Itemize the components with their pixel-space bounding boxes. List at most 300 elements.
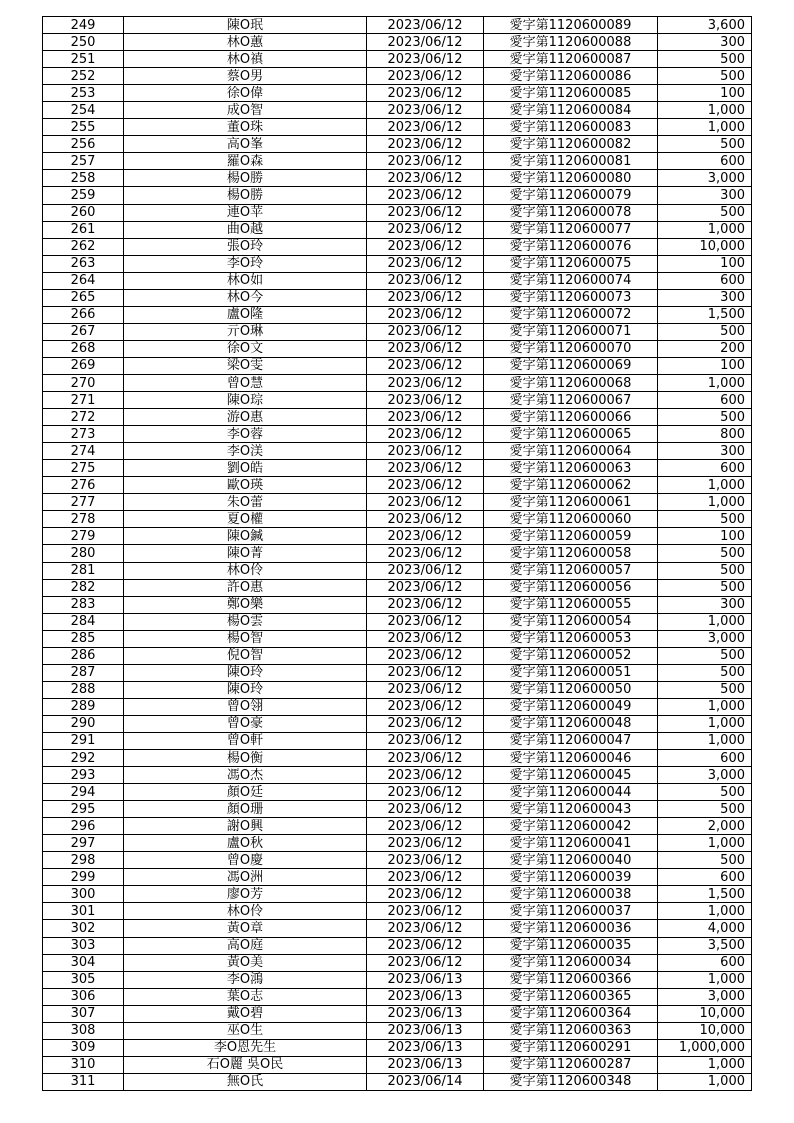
receipt-number: 愛字第1120600054 xyxy=(484,613,658,630)
donor-name: 馮O杰 xyxy=(124,767,367,784)
donation-date: 2023/06/13 xyxy=(367,988,484,1005)
receipt-number: 愛字第1120600038 xyxy=(484,886,658,903)
donor-name: 陳O菁 xyxy=(124,545,367,562)
donation-date: 2023/06/12 xyxy=(367,204,484,221)
row-number: 264 xyxy=(43,272,124,289)
donation-date: 2023/06/12 xyxy=(367,920,484,937)
row-number: 261 xyxy=(43,221,124,238)
donor-name: 盧O秋 xyxy=(124,835,367,852)
table-row xyxy=(43,937,752,954)
receipt-number: 愛字第1120600287 xyxy=(484,1056,658,1073)
donor-name: 顏O廷 xyxy=(124,784,367,801)
table-row xyxy=(43,528,752,545)
donation-amount: 200 xyxy=(658,340,752,357)
donation-date: 2023/06/13 xyxy=(367,1022,484,1039)
table-row xyxy=(43,903,752,920)
donation-amount: 1,000 xyxy=(658,613,752,630)
donor-name: 林O蕙 xyxy=(124,34,367,51)
row-number: 285 xyxy=(43,630,124,647)
row-number: 262 xyxy=(43,238,124,255)
table-row xyxy=(43,664,752,681)
receipt-number: 愛字第1120600064 xyxy=(484,443,658,460)
donor-name: 歐O瑛 xyxy=(124,477,367,494)
receipt-number: 愛字第1120600067 xyxy=(484,392,658,409)
donation-amount: 1,000 xyxy=(658,102,752,119)
receipt-number: 愛字第1120600080 xyxy=(484,170,658,187)
donor-name: 夏O權 xyxy=(124,511,367,528)
donor-name: 羅O森 xyxy=(124,153,367,170)
donor-name: 李O恩先生 xyxy=(124,1039,367,1056)
row-number: 287 xyxy=(43,664,124,681)
table-row xyxy=(43,443,752,460)
donor-name: 成O智 xyxy=(124,102,367,119)
table-row xyxy=(43,767,752,784)
donation-date: 2023/06/13 xyxy=(367,1039,484,1056)
donor-name: 曲O越 xyxy=(124,221,367,238)
donation-date: 2023/06/12 xyxy=(367,732,484,749)
table-row xyxy=(43,698,752,715)
donor-name: 徐O文 xyxy=(124,340,367,357)
table-row xyxy=(43,68,752,85)
receipt-number: 愛字第1120600366 xyxy=(484,971,658,988)
donation-date: 2023/06/13 xyxy=(367,1056,484,1073)
donor-name: 顏O珊 xyxy=(124,801,367,818)
donor-name: 連O苹 xyxy=(124,204,367,221)
donation-date: 2023/06/12 xyxy=(367,460,484,477)
donation-amount: 500 xyxy=(658,579,752,596)
row-number: 301 xyxy=(43,903,124,920)
table-row xyxy=(43,1073,752,1090)
table-row xyxy=(43,732,752,749)
row-number: 273 xyxy=(43,426,124,443)
donor-name: 張O玲 xyxy=(124,238,367,255)
row-number: 252 xyxy=(43,68,124,85)
donation-date: 2023/06/12 xyxy=(367,630,484,647)
row-number: 274 xyxy=(43,443,124,460)
table-row xyxy=(43,920,752,937)
donor-name: 許O惠 xyxy=(124,579,367,596)
receipt-number: 愛字第1120600068 xyxy=(484,374,658,391)
receipt-number: 愛字第1120600047 xyxy=(484,732,658,749)
donor-name: 游O惠 xyxy=(124,409,367,426)
receipt-number: 愛字第1120600035 xyxy=(484,937,658,954)
table-row xyxy=(43,51,752,68)
donation-date: 2023/06/12 xyxy=(367,886,484,903)
donation-amount: 500 xyxy=(658,664,752,681)
row-number: 260 xyxy=(43,204,124,221)
donation-amount: 600 xyxy=(658,954,752,971)
donation-amount: 100 xyxy=(658,85,752,102)
donation-amount: 500 xyxy=(658,136,752,153)
donation-amount: 500 xyxy=(658,511,752,528)
row-number: 297 xyxy=(43,835,124,852)
receipt-number: 愛字第1120600055 xyxy=(484,596,658,613)
donation-amount: 800 xyxy=(658,426,752,443)
donation-amount: 500 xyxy=(658,681,752,698)
donation-amount: 3,000 xyxy=(658,170,752,187)
donation-date: 2023/06/12 xyxy=(367,392,484,409)
receipt-number: 愛字第1120600077 xyxy=(484,221,658,238)
donor-name: 董O珠 xyxy=(124,119,367,136)
row-number: 288 xyxy=(43,681,124,698)
row-number: 276 xyxy=(43,477,124,494)
donation-date: 2023/06/13 xyxy=(367,1005,484,1022)
table-row xyxy=(43,681,752,698)
donor-name: 陳O玲 xyxy=(124,664,367,681)
receipt-number: 愛字第1120600051 xyxy=(484,664,658,681)
table-row xyxy=(43,835,752,852)
donor-name: 高O峯 xyxy=(124,136,367,153)
row-number: 299 xyxy=(43,869,124,886)
receipt-number: 愛字第1120600084 xyxy=(484,102,658,119)
table-row xyxy=(43,357,752,374)
donation-date: 2023/06/14 xyxy=(367,1073,484,1090)
donation-amount: 3,000 xyxy=(658,630,752,647)
receipt-number: 愛字第1120600083 xyxy=(484,119,658,136)
table-row xyxy=(43,153,752,170)
donation-date: 2023/06/12 xyxy=(367,903,484,920)
receipt-number: 愛字第1120600053 xyxy=(484,630,658,647)
donor-name: 林O今 xyxy=(124,289,367,306)
donation-amount: 500 xyxy=(658,51,752,68)
receipt-number: 愛字第1120600291 xyxy=(484,1039,658,1056)
donor-name: 李O渼 xyxy=(124,443,367,460)
donation-date: 2023/06/12 xyxy=(367,272,484,289)
receipt-number: 愛字第1120600046 xyxy=(484,750,658,767)
donor-name: 亓O琳 xyxy=(124,323,367,340)
table-row xyxy=(43,426,752,443)
receipt-number: 愛字第1120600034 xyxy=(484,954,658,971)
row-number: 268 xyxy=(43,340,124,357)
table-row xyxy=(43,886,752,903)
row-number: 308 xyxy=(43,1022,124,1039)
donation-amount: 300 xyxy=(658,443,752,460)
receipt-number: 愛字第1120600088 xyxy=(484,34,658,51)
donation-amount: 1,500 xyxy=(658,306,752,323)
donation-amount: 1,000 xyxy=(658,835,752,852)
receipt-number: 愛字第1120600041 xyxy=(484,835,658,852)
table-row xyxy=(43,409,752,426)
donation-amount: 10,000 xyxy=(658,1022,752,1039)
donation-date: 2023/06/12 xyxy=(367,511,484,528)
donation-date: 2023/06/12 xyxy=(367,51,484,68)
donation-table xyxy=(42,16,752,1091)
receipt-number: 愛字第1120600082 xyxy=(484,136,658,153)
donation-date: 2023/06/12 xyxy=(367,477,484,494)
receipt-number: 愛字第1120600049 xyxy=(484,698,658,715)
row-number: 270 xyxy=(43,374,124,391)
receipt-number: 愛字第1120600087 xyxy=(484,51,658,68)
row-number: 279 xyxy=(43,528,124,545)
row-number: 251 xyxy=(43,51,124,68)
donation-amount: 300 xyxy=(658,34,752,51)
donation-date: 2023/06/12 xyxy=(367,136,484,153)
receipt-number: 愛字第1120600036 xyxy=(484,920,658,937)
donation-date: 2023/06/12 xyxy=(367,852,484,869)
table-row xyxy=(43,1005,752,1022)
donation-date: 2023/06/12 xyxy=(367,954,484,971)
donor-name: 林O如 xyxy=(124,272,367,289)
table-row xyxy=(43,460,752,477)
receipt-number: 愛字第1120600048 xyxy=(484,715,658,732)
donation-amount: 500 xyxy=(658,852,752,869)
row-number: 280 xyxy=(43,545,124,562)
donation-amount: 500 xyxy=(658,68,752,85)
donor-name: 葉O志 xyxy=(124,988,367,1005)
table-row xyxy=(43,340,752,357)
donor-name: 林O禛 xyxy=(124,51,367,68)
table-row xyxy=(43,869,752,886)
row-number: 311 xyxy=(43,1073,124,1090)
table-row xyxy=(43,647,752,664)
donation-date: 2023/06/12 xyxy=(367,357,484,374)
donation-date: 2023/06/12 xyxy=(367,426,484,443)
row-number: 289 xyxy=(43,698,124,715)
donation-amount: 500 xyxy=(658,409,752,426)
table-row xyxy=(43,255,752,272)
receipt-number: 愛字第1120600086 xyxy=(484,68,658,85)
row-number: 281 xyxy=(43,562,124,579)
row-number: 265 xyxy=(43,289,124,306)
donation-date: 2023/06/12 xyxy=(367,801,484,818)
receipt-number: 愛字第1120600072 xyxy=(484,306,658,323)
donation-date: 2023/06/12 xyxy=(367,579,484,596)
donor-name: 梁O雯 xyxy=(124,357,367,374)
row-number: 250 xyxy=(43,34,124,51)
donor-name: 陳O鍼 xyxy=(124,528,367,545)
row-number: 305 xyxy=(43,971,124,988)
donor-name: 石O麗 吳O民 xyxy=(124,1056,367,1073)
row-number: 291 xyxy=(43,732,124,749)
donation-date: 2023/06/12 xyxy=(367,255,484,272)
receipt-number: 愛字第1120600065 xyxy=(484,426,658,443)
donation-rows xyxy=(43,17,752,1091)
row-number: 271 xyxy=(43,392,124,409)
row-number: 253 xyxy=(43,85,124,102)
table-row xyxy=(43,221,752,238)
donation-amount: 300 xyxy=(658,187,752,204)
donor-name: 謝O興 xyxy=(124,818,367,835)
donor-name: 楊O雲 xyxy=(124,613,367,630)
donation-date: 2023/06/12 xyxy=(367,238,484,255)
table-row xyxy=(43,494,752,511)
donation-date: 2023/06/12 xyxy=(367,409,484,426)
donor-name: 戴O碧 xyxy=(124,1005,367,1022)
donation-amount: 10,000 xyxy=(658,238,752,255)
row-number: 257 xyxy=(43,153,124,170)
table-row xyxy=(43,170,752,187)
table-row xyxy=(43,784,752,801)
table-row xyxy=(43,579,752,596)
donation-amount: 1,000 xyxy=(658,903,752,920)
donor-name: 楊O衡 xyxy=(124,750,367,767)
donation-date: 2023/06/12 xyxy=(367,170,484,187)
donation-amount: 2,000 xyxy=(658,818,752,835)
table-row xyxy=(43,323,752,340)
donation-date: 2023/06/12 xyxy=(367,374,484,391)
row-number: 277 xyxy=(43,494,124,511)
row-number: 256 xyxy=(43,136,124,153)
donation-date: 2023/06/12 xyxy=(367,289,484,306)
donation-amount: 1,000 xyxy=(658,1056,752,1073)
donation-amount: 1,000 xyxy=(658,715,752,732)
donor-name: 廖O芳 xyxy=(124,886,367,903)
donation-date: 2023/06/12 xyxy=(367,681,484,698)
donor-name: 李O蓉 xyxy=(124,426,367,443)
donation-date: 2023/06/12 xyxy=(367,17,484,34)
table-row xyxy=(43,17,752,34)
receipt-number: 愛字第1120600052 xyxy=(484,647,658,664)
row-number: 275 xyxy=(43,460,124,477)
donor-name: 高O庭 xyxy=(124,937,367,954)
donation-date: 2023/06/12 xyxy=(367,750,484,767)
donation-amount: 1,000 xyxy=(658,119,752,136)
donation-date: 2023/06/12 xyxy=(367,545,484,562)
donor-name: 曾O慧 xyxy=(124,374,367,391)
donation-date: 2023/06/12 xyxy=(367,767,484,784)
row-number: 306 xyxy=(43,988,124,1005)
donation-amount: 1,000,000 xyxy=(658,1039,752,1056)
donation-amount: 500 xyxy=(658,562,752,579)
table-row xyxy=(43,988,752,1005)
donation-amount: 100 xyxy=(658,357,752,374)
donation-amount: 500 xyxy=(658,545,752,562)
donor-name: 曾O軒 xyxy=(124,732,367,749)
table-row xyxy=(43,511,752,528)
table-row xyxy=(43,596,752,613)
receipt-number: 愛字第1120600037 xyxy=(484,903,658,920)
donor-name: 李O鴻 xyxy=(124,971,367,988)
donor-name: 楊O勝 xyxy=(124,170,367,187)
donation-amount: 600 xyxy=(658,153,752,170)
donation-amount: 600 xyxy=(658,392,752,409)
receipt-number: 愛字第1120600045 xyxy=(484,767,658,784)
receipt-number: 愛字第1120600060 xyxy=(484,511,658,528)
donor-name: 鄭O樂 xyxy=(124,596,367,613)
table-row xyxy=(43,715,752,732)
table-row xyxy=(43,971,752,988)
receipt-number: 愛字第1120600058 xyxy=(484,545,658,562)
table-row xyxy=(43,750,752,767)
donor-name: 楊O智 xyxy=(124,630,367,647)
table-row xyxy=(43,272,752,289)
row-number: 282 xyxy=(43,579,124,596)
donor-name: 黃O美 xyxy=(124,954,367,971)
donation-date: 2023/06/12 xyxy=(367,68,484,85)
receipt-number: 愛字第1120600066 xyxy=(484,409,658,426)
donation-amount: 1,000 xyxy=(658,477,752,494)
receipt-number: 愛字第1120600039 xyxy=(484,869,658,886)
donation-date: 2023/06/12 xyxy=(367,34,484,51)
row-number: 302 xyxy=(43,920,124,937)
donation-date: 2023/06/12 xyxy=(367,153,484,170)
receipt-number: 愛字第1120600078 xyxy=(484,204,658,221)
receipt-number: 愛字第1120600071 xyxy=(484,323,658,340)
donation-amount: 300 xyxy=(658,596,752,613)
donation-amount: 1,000 xyxy=(658,971,752,988)
donation-amount: 3,600 xyxy=(658,17,752,34)
receipt-number: 愛字第1120600062 xyxy=(484,477,658,494)
table-row xyxy=(43,852,752,869)
receipt-number: 愛字第1120600056 xyxy=(484,579,658,596)
row-number: 300 xyxy=(43,886,124,903)
table-row xyxy=(43,1039,752,1056)
receipt-number: 愛字第1120600059 xyxy=(484,528,658,545)
donation-date: 2023/06/12 xyxy=(367,562,484,579)
receipt-number: 愛字第1120600348 xyxy=(484,1073,658,1090)
table-row xyxy=(43,204,752,221)
receipt-number: 愛字第1120600074 xyxy=(484,272,658,289)
donation-date: 2023/06/12 xyxy=(367,835,484,852)
receipt-number: 愛字第1120600076 xyxy=(484,238,658,255)
donation-date: 2023/06/12 xyxy=(367,340,484,357)
donation-date: 2023/06/12 xyxy=(367,221,484,238)
donation-date: 2023/06/12 xyxy=(367,937,484,954)
donation-amount: 500 xyxy=(658,204,752,221)
table-row xyxy=(43,85,752,102)
table-row xyxy=(43,613,752,630)
row-number: 295 xyxy=(43,801,124,818)
donation-date: 2023/06/12 xyxy=(367,784,484,801)
row-number: 258 xyxy=(43,170,124,187)
table-row xyxy=(43,34,752,51)
donation-date: 2023/06/12 xyxy=(367,528,484,545)
table-row xyxy=(43,102,752,119)
donation-date: 2023/06/12 xyxy=(367,85,484,102)
donation-amount: 1,000 xyxy=(658,494,752,511)
donation-date: 2023/06/13 xyxy=(367,971,484,988)
receipt-number: 愛字第1120600069 xyxy=(484,357,658,374)
donor-name: 陳O珉 xyxy=(124,17,367,34)
row-number: 266 xyxy=(43,306,124,323)
donation-date: 2023/06/12 xyxy=(367,187,484,204)
donor-name: 陳O琮 xyxy=(124,392,367,409)
donor-name: 陳O玲 xyxy=(124,681,367,698)
row-number: 267 xyxy=(43,323,124,340)
table-row xyxy=(43,562,752,579)
receipt-number: 愛字第1120600079 xyxy=(484,187,658,204)
row-number: 286 xyxy=(43,647,124,664)
donor-name: 林O伶 xyxy=(124,903,367,920)
receipt-number: 愛字第1120600061 xyxy=(484,494,658,511)
receipt-number: 愛字第1120600063 xyxy=(484,460,658,477)
donation-date: 2023/06/12 xyxy=(367,119,484,136)
receipt-number: 愛字第1120600085 xyxy=(484,85,658,102)
table-row xyxy=(43,187,752,204)
row-number: 307 xyxy=(43,1005,124,1022)
donor-name: 馮O洲 xyxy=(124,869,367,886)
row-number: 298 xyxy=(43,852,124,869)
row-number: 290 xyxy=(43,715,124,732)
donation-amount: 600 xyxy=(658,750,752,767)
donation-date: 2023/06/12 xyxy=(367,323,484,340)
donor-name: 巫O生 xyxy=(124,1022,367,1039)
receipt-number: 愛字第1120600044 xyxy=(484,784,658,801)
table-row xyxy=(43,818,752,835)
donation-amount: 100 xyxy=(658,255,752,272)
donor-name: 朱O蕾 xyxy=(124,494,367,511)
row-number: 304 xyxy=(43,954,124,971)
donation-amount: 600 xyxy=(658,460,752,477)
table-row xyxy=(43,374,752,391)
donor-name: 無O氏 xyxy=(124,1073,367,1090)
donation-date: 2023/06/12 xyxy=(367,102,484,119)
row-number: 294 xyxy=(43,784,124,801)
table-row xyxy=(43,306,752,323)
table-row xyxy=(43,119,752,136)
table-row xyxy=(43,954,752,971)
donation-amount: 10,000 xyxy=(658,1005,752,1022)
